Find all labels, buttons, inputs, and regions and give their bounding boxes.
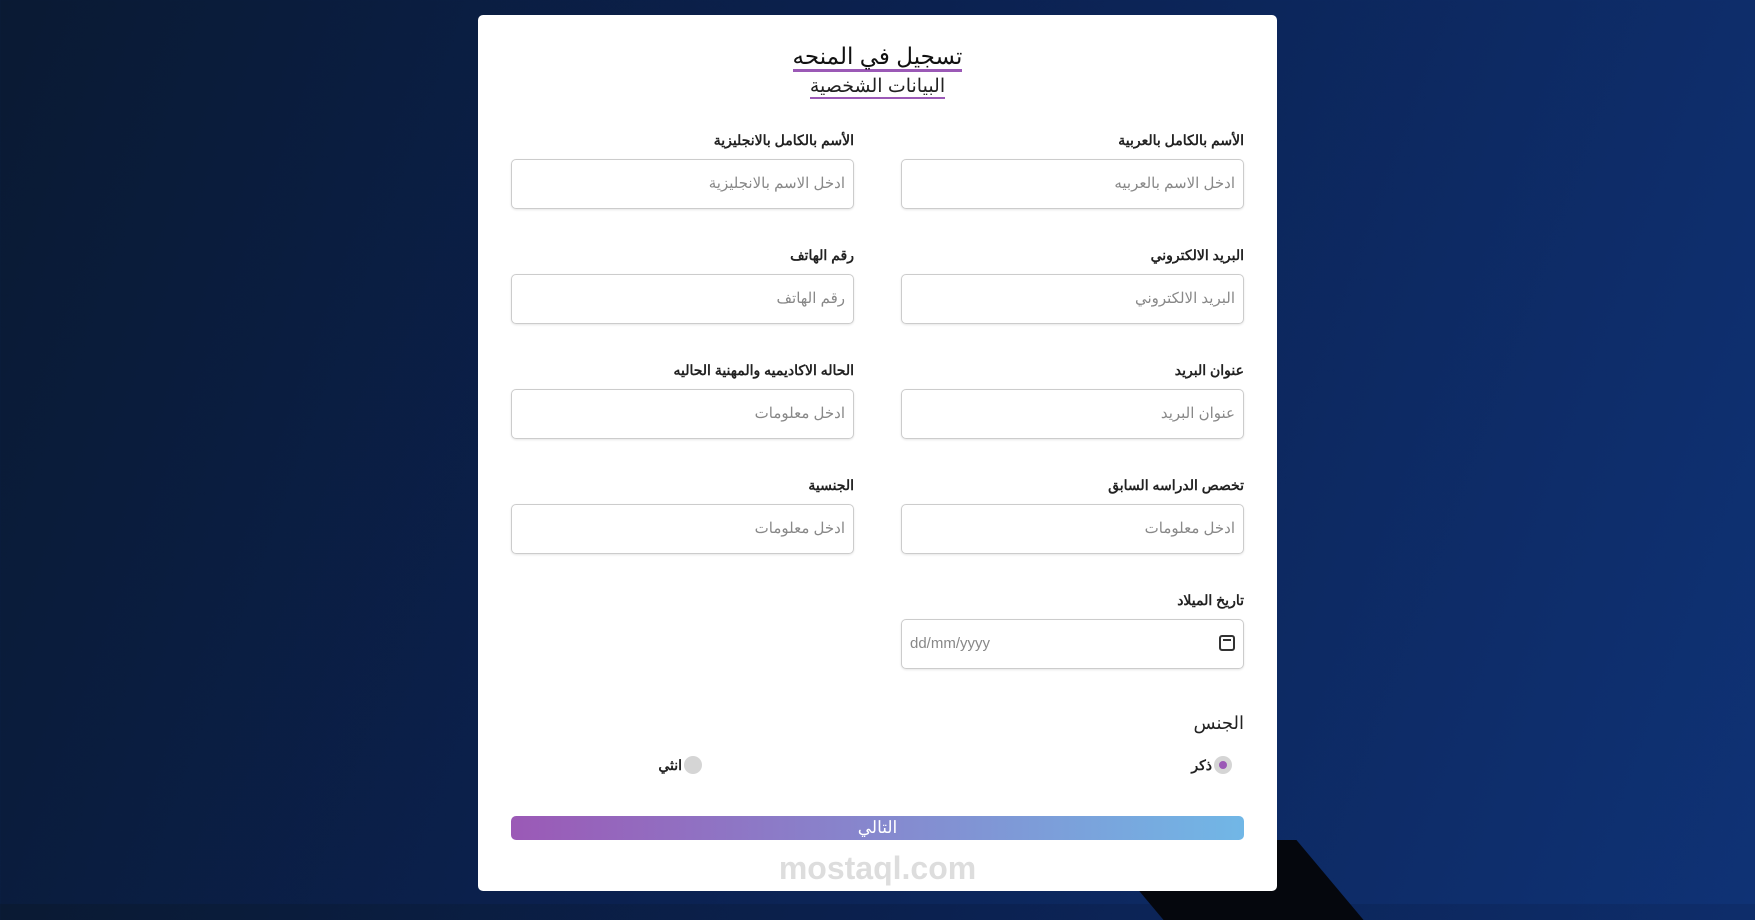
gender-label: الجنس <box>1193 713 1244 733</box>
email-input[interactable]: البريد الالكتروني <box>901 274 1244 324</box>
field-label: تاريخ الميلاد <box>1177 592 1244 608</box>
registration-form <box>478 15 1277 891</box>
nationality-input[interactable]: ادخل معلومات <box>511 504 854 554</box>
field-label: الأسم بالكامل بالعربية <box>1118 132 1244 148</box>
radio-female[interactable] <box>658 756 702 774</box>
field-phone <box>511 247 854 324</box>
date-placeholder: dd/mm/yyyy <box>910 635 991 652</box>
calendar-icon[interactable] <box>1219 635 1235 651</box>
arabic-name-input[interactable]: ادخل الاسم بالعربيه <box>901 159 1244 209</box>
next-button[interactable]: التالي <box>511 816 1244 840</box>
field-label: عنوان البريد <box>1174 362 1244 378</box>
subtitle-text: البيانات الشخصية <box>809 76 946 97</box>
field-english-name <box>511 132 854 209</box>
field-birth-date <box>901 592 1244 669</box>
academic-status-input[interactable]: ادخل معلومات <box>511 389 854 439</box>
phone-input[interactable]: رقم الهاتف <box>511 274 854 324</box>
field-nationality <box>511 477 854 554</box>
section-title <box>478 75 1277 98</box>
postal-address-input[interactable]: عنوان البريد <box>901 389 1244 439</box>
title-text: تسجيل في المنحه <box>793 43 963 72</box>
radio-label: انثي <box>658 756 682 773</box>
watermark: mostaql.com <box>778 850 977 886</box>
field-label: تخصص الدراسه السابق <box>1108 477 1244 493</box>
birth-date-input[interactable] <box>901 619 1244 669</box>
field-label: الأسم بالكامل بالانجليزية <box>713 132 854 148</box>
english-name-input[interactable]: ادخل الاسم بالانجليزية <box>511 159 854 209</box>
page-title <box>478 43 1277 70</box>
radio-label: ذكر <box>1191 756 1212 773</box>
field-arabic-name <box>901 132 1244 209</box>
field-academic-status <box>511 362 854 439</box>
field-postal-address <box>901 362 1244 439</box>
field-email <box>901 247 1244 324</box>
field-previous-major <box>901 477 1244 554</box>
previous-major-input[interactable]: ادخل معلومات <box>901 504 1244 554</box>
field-label: رقم الهاتف <box>790 247 854 263</box>
field-label: الحاله الاكاديميه والمهنية الحاليه <box>673 362 854 378</box>
radio-male[interactable] <box>1191 756 1232 774</box>
radio-button-checked[interactable] <box>1214 756 1232 774</box>
field-label: البريد الالكتروني <box>1150 247 1244 263</box>
field-label: الجنسية <box>808 477 854 493</box>
radio-button[interactable] <box>684 756 702 774</box>
